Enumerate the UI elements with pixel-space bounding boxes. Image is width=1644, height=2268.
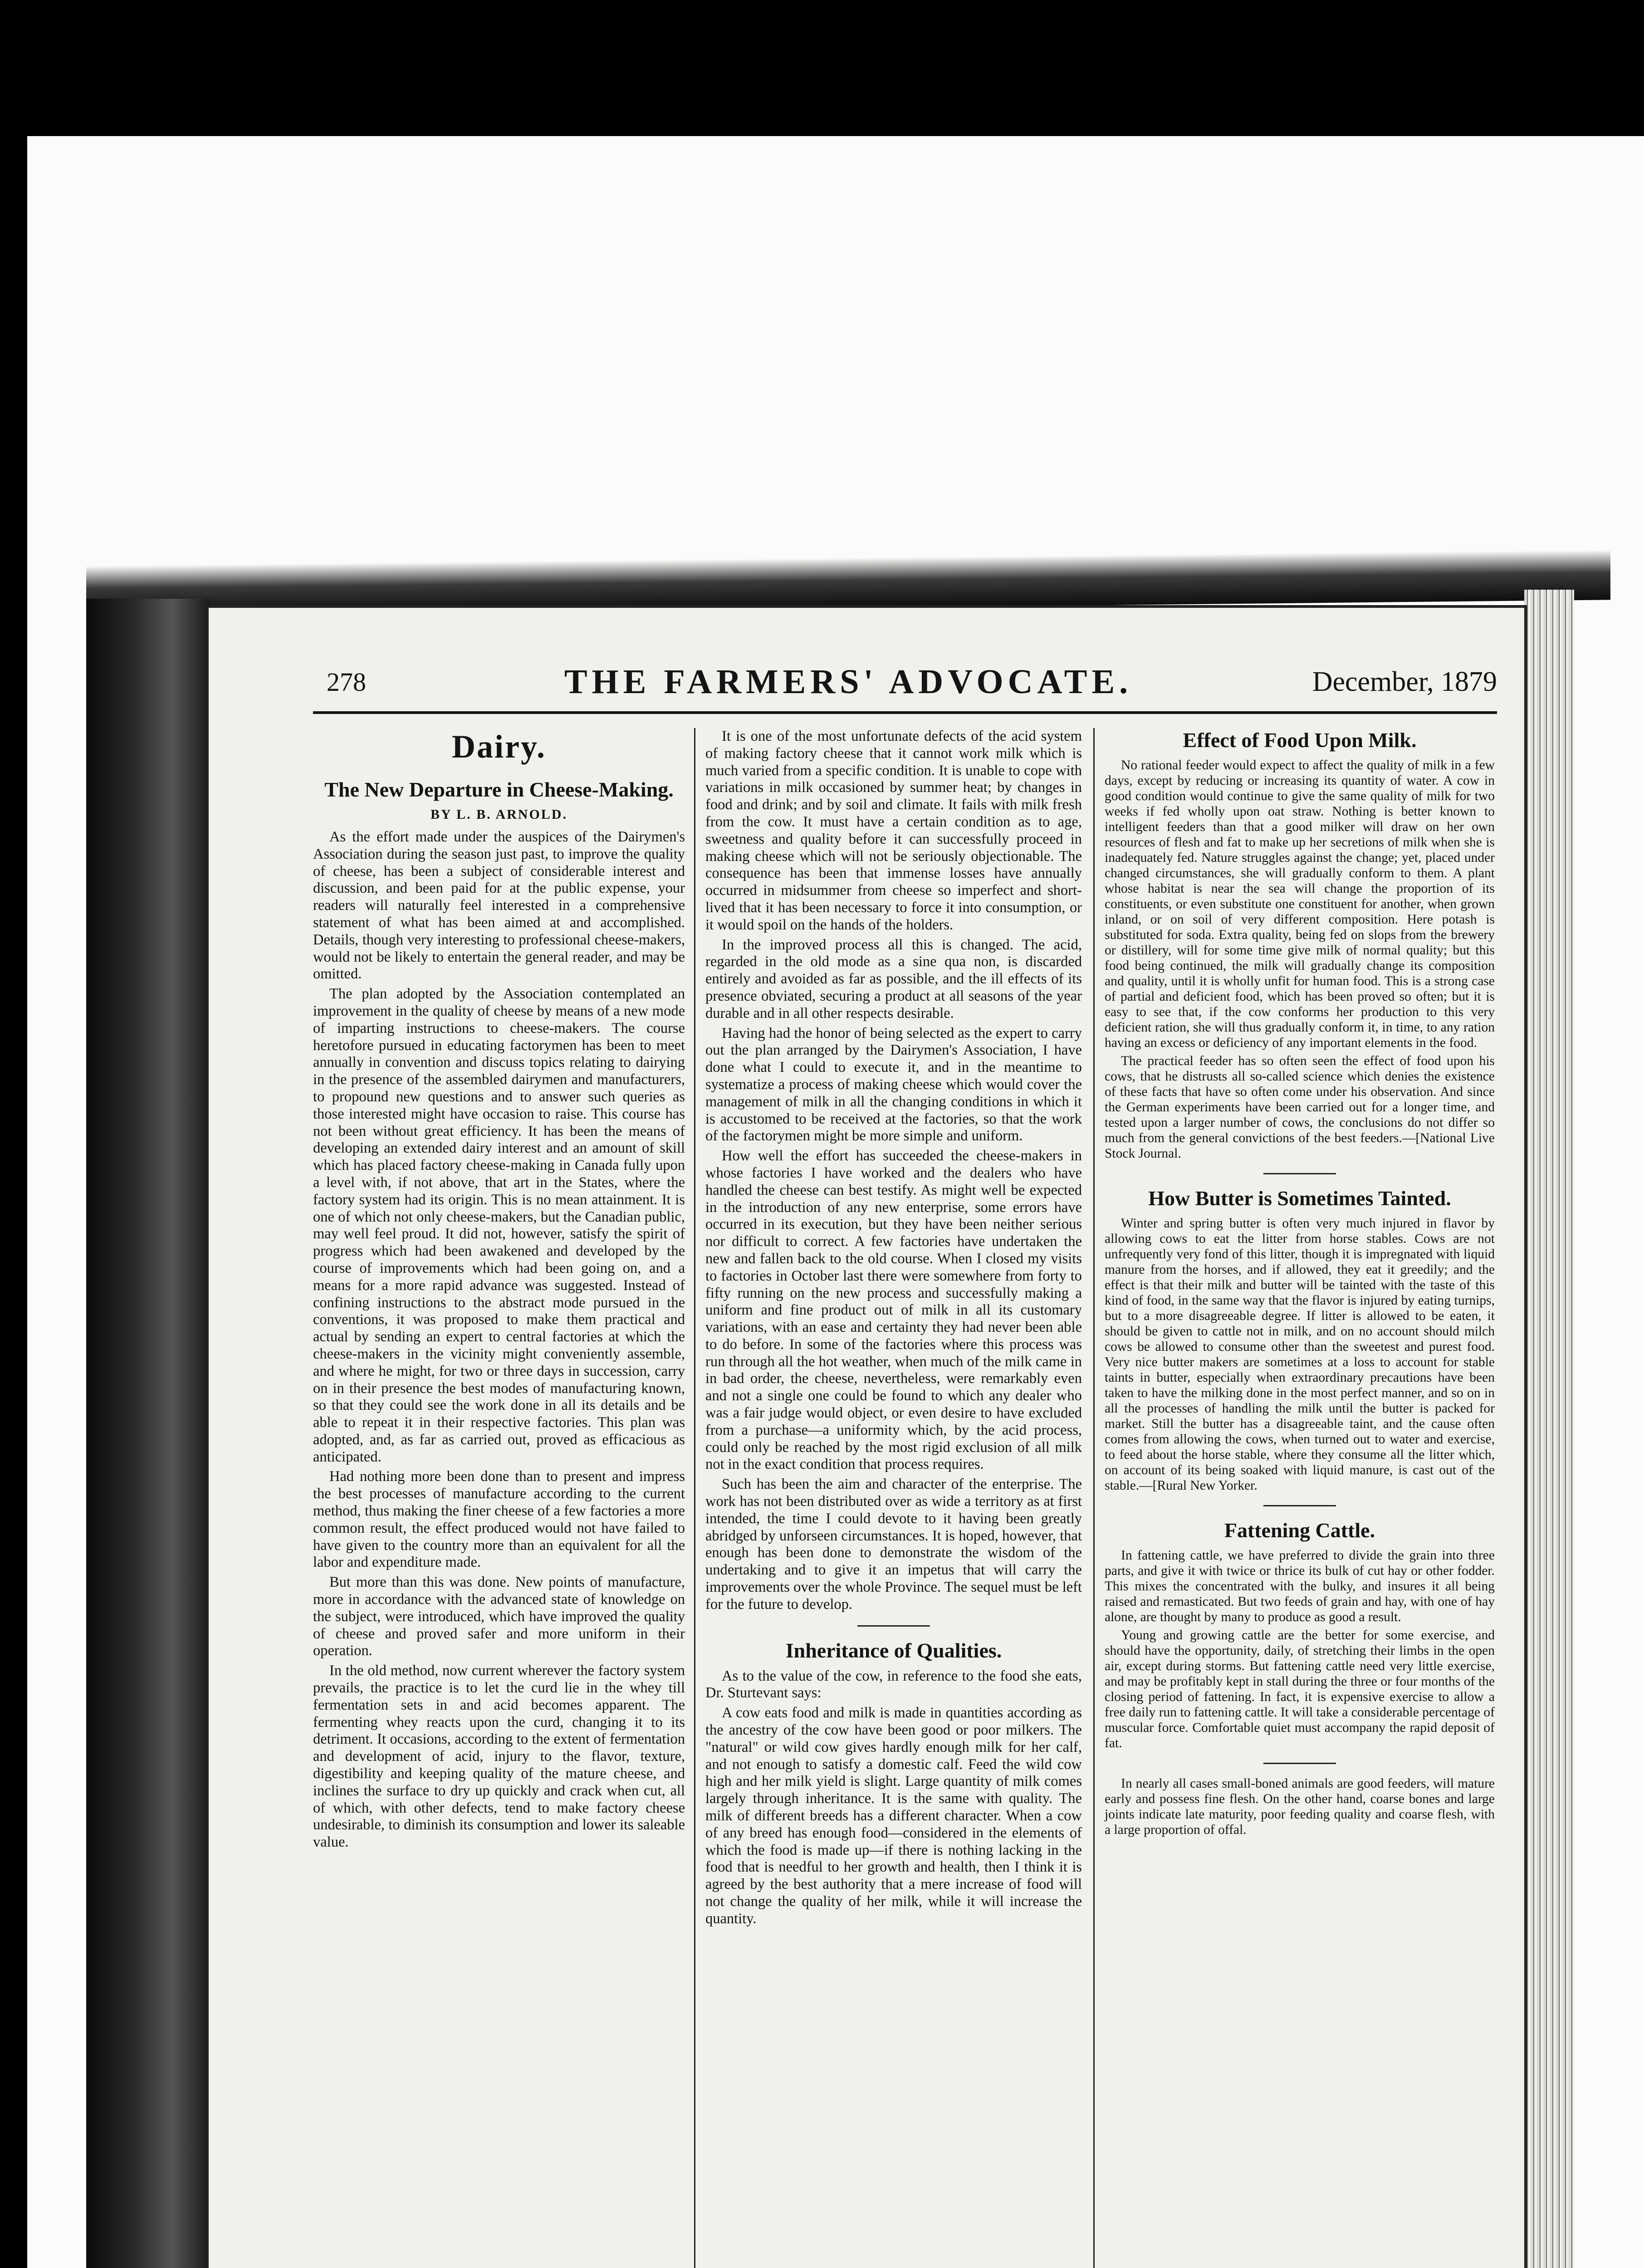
paragraph: A cow eats food and milk is made in quantities according as the ancestry of the cow have been good or poor milkers. The "natural" or wild cow gives hardly enough milk for her calf, and not enough to satisfy a domestic calf. Feed the wild cow high and her milk yield is slight. Large quantity of milk comes largely through inheritance. It is the same with quality. The milk of different breeds has a different character. When a cow of any breed has enough food—considered in the elements of which the food is made up—if there is nothing lacking in the food that is needful to her growth and health, then I think it is agreed by the best authority that a mere increase of food will not change the quality of her milk, while it will increase the quantity. <box>705 1705 1082 1927</box>
column-divider <box>694 728 695 2268</box>
masthead-rule <box>313 711 1497 714</box>
page-edges <box>1524 590 1574 2268</box>
article-title-food: Effect of Food Upon Milk. <box>1183 728 1417 752</box>
paragraph: The plan adopted by the Association contemplated an improvement in the quality of cheese by means of a new mode of imparting instructions to cheese-makers. The course heretofore pursued in educating factorymen has been to meet annually in convention and discuss topics relating to dairying in the presence of the assembled dairymen and manufacturers, to propound new questions and to answer such queries as those interested might have occasion to raise. This course has not been without great efficiency. It has been the means of developing an extended dairy interest and an amount of skill which has placed factory cheese-making in Canada fully upon a level with, if not above, that art in the States, where the factory system had its origin. This is no mean attainment. It is one of which not only cheese-makers, but the Canadian public, may well feel proud. It did not, however, satisfy the spirit of progress which had been awakened and developed by the course of improvements which had been going on, and a means for a more rapid advance was suggested. Instead of confining instructions to the abstract mode pursued in the conventions, it was proposed to make them practical and actual by sending an expert to central factories at which the cheese-makers in the vicinity might conveniently assemble, and where he might, for two or three days in succession, carry on in their presence the best modes of manufacturing known, so that they could see the work done in all its details and be able to repeat it in their respective factories. This plan was adopted, and, as far as carried out, proved as efficacious as anticipated. <box>313 986 685 1465</box>
paper-title: THE FARMERS' ADVOCATE. <box>564 663 1133 701</box>
article-body-inheritance <box>705 1668 1082 1928</box>
article-title-cattle: Fattening Cattle. <box>1224 1519 1375 1542</box>
article-title-cheese: The New Departure in Cheese-Making. <box>324 778 674 801</box>
paragraph: Young and growing cattle are the better for some exercise, and should have the opportunity, daily, of stretching their limbs in the open air, except during storms. But fattening cattle need very little exercise, and may be profitably kept in stall during the three or four months of the closing period of fattening. In fact, it is expensive exercise to allow a free daily run to fattening cattle. It will take a considerable percentage of muscular force. Comfortable quiet must accompany the rapid deposit of fat. <box>1105 1628 1495 1750</box>
paragraph: It is one of the most unfortunate defects of the acid system of making factory cheese that it cannot work milk which is much varied from a specific condition. It is unable to cope with variations in milk occasioned by summer heat; by changes in food and drink; and by soil and climate. It fails with milk fresh from the cow. It must have a certain condition as to age, sweetness and quality before it can successfully proceed in making cheese which will not be seriously objectionable. The consequence has been that immense losses have annually occurred in midsummer from cheese so imperfect and short-lived that it has been necessary to force it into consumption, or it would spoil on the hands of the holders. <box>705 728 1082 933</box>
book-binding-spine <box>86 599 209 2268</box>
paragraph: Such has been the aim and character of the enterprise. The work has not been distributed over as wide a territory as at first intended, the time I could devote to it having been greatly abridged by unforseen circumstances. It is hoped, however, that enough has been done to demonstrate the wisdom of the undertaking and to give it an impetus that will carry the improvements over the whole Province. The sequel must be left for the future to develop. <box>705 1476 1082 1613</box>
article-byline: BY L. B. ARNOLD. <box>431 807 568 822</box>
paragraph: Had nothing more been done than to present and impress the best processes of manufacture according to the current method, thus making the finer cheese of a few factories a more common result, the effect produced would not have failed to have given to the country more than an equivalent for all the labor and expenditure made. <box>313 1468 685 1571</box>
column-divider <box>1093 728 1095 2268</box>
issue-date: December, 1879 <box>1312 666 1497 697</box>
article-separator <box>1263 1173 1336 1174</box>
paragraph: In the old method, now current wherever the factory system prevails, the practice is to let the curd lie in the whey till fermentation sets in and acid becomes apparent. The fermenting whey reacts upon the curd, changing it to its detriment. It occasions, according to the extent of fermentation and development of acid, injury to the flavor, texture, digestibility and keeping quality of the mature cheese, and inclines the surface to dry up quickly and crack when cut, all of which, with other defects, tend to make factory cheese undesirable, to diminish its consumption and lower its saleable value. <box>313 1662 685 1851</box>
article-separator <box>857 1625 930 1627</box>
department-heading: Dairy. <box>452 728 546 765</box>
article-separator <box>1263 1763 1336 1764</box>
article-title-inheritance: Inheritance of Qualities. <box>785 1638 1002 1662</box>
paragraph: In the improved process all this is changed. The acid, regarded in the old mode as a sine qua non, is discarded entirely and avoided as far as possible, and the ill effects of its presence obviated, securing a product at all seasons of the year durable and in all other respects desirable. <box>705 936 1082 1022</box>
paragraph: As the effort made under the auspices of the Dairymen's Association during the season just past, to improve the quality of cheese, has been a subject of considerable interest and discussion, and been paid for at the public expense, your readers will naturally feel interested in a comprehensive statement of what has been aimed at and accomplished. Details, though very interesting to professional cheese-makers, would not be likely to entertain the general reader, and may be omitted. <box>313 829 685 982</box>
column-3 <box>1105 728 1495 1840</box>
column-1 <box>313 728 685 1854</box>
column-2 <box>705 728 1082 1931</box>
masthead <box>327 658 1497 708</box>
paragraph: Having had the honor of being selected as the expert to carry out the plan arranged by the Dairymen's Association, I have done what I could to execute it, and in the meantime to systematize a process of making cheese which would cover the management of milk in all the changing conditions in which it is accustomed to be received at the factories, so that the work of the factorymen might be more simple and uniform. <box>705 1025 1082 1144</box>
article-title-butter: How Butter is Sometimes Tainted. <box>1148 1187 1451 1210</box>
paragraph: In fattening cattle, we have preferred to divide the grain into three parts, and give it with twice or thrice its bulk of cut hay or other fodder. This mixes the concentrated with the bulky, and insures it all being raised and remasticated. But two feeds of grain and hay, with one of hay alone, are thought by many to produce as good a result. <box>1105 1548 1495 1624</box>
page-number: 278 <box>327 667 366 697</box>
paragraph: The practical feeder has so often seen the effect of food upon his cows, that he distrusts all so-called science which denies the existence of these facts that have so often come under his observation. And since the German experiments have been carried out for a longer time, and tested upon a larger number of cows, the conclusions do not differ so much from the general convictions of the best feeders.—[National Live Stock Journal. <box>1105 1054 1495 1161</box>
newspaper-page <box>209 608 1524 2268</box>
paragraph: As to the value of the cow, in reference to the food she eats, Dr. Sturtevant says: <box>705 1667 1082 1701</box>
paragraph: Winter and spring butter is often very much injured in flavor by allowing cows to eat the litter from horse stables. Cows are not unfrequently very fond of this litter, though it is impregnated with liquid manure from the horses, and if allowed, they eat it greedily; and the effect is that their milk and butter will be tainted with the taste of this kind of food, in the same way that the flavor is injured by eating turnips, but to a more disagreeable degree. If litter is allowed to be eaten, it should be given to cattle not in milk, and on no account should milch cows be allowed to consume other than the sweetest and purest food. Very nice butter makers are sometimes at a loss to account for stable taints in butter, especially when extraordinary precautions have been taken to have the milking done in the most perfect manner, and so on in all the processes of handling the milk until the butter is packed for market. Still the butter has a disagreeable taint, and the cause often comes from allowing the cows, when turned out to water and exercise, to feed about the horse stable, where they consume all the litter which, on account of its being soaked with liquid manure, is cast out of the stable.—[Rural New Yorker. <box>1105 1216 1495 1493</box>
paragraph: But more than this was done. New points of manufacture, more in accordance with the advanced state of knowledge on the subject, were introduced, which have improved the quality of cheese and proved safer and more uniform in their operation. <box>313 1574 685 1659</box>
paragraph: In nearly all cases small-boned animals are good feeders, will mature early and possess fine flesh. On the other hand, coarse bones and large joints indicate late maturity, poor feeding quality and coarse flesh, with a large proportion of offal. <box>1105 1776 1495 1837</box>
paragraph: No rational feeder would expect to affect the quality of milk in a few days, except by reducing or increasing its quantity of water. A cow in good condition would continue to give the same quality of milk for two weeks if fed wholly upon oat straw. Nothing is better known to intelligent feeders than that a good milker will draw on her own resources of flesh and fat to make up her secretions of milk when she is inadequately fed. Nature struggles against the change; yet, placed under changed circumstances, she will gradually conform to them. A plant whose habitat is near the sea will change the proportion of its constituents, or even substitute one constituent for another, when grown inland, or on soil of very different composition. Here potash is substituted for soda. Extra quality, being fed on slops from the brewery or distillery, will for some time give milk of normal quality; but this food being continued, the milk will gradually change its composition and quality, until it is wholly unfit for human food. This is a strong case of partial and deficient food, which has been proved so often; but it is easy to see that, if the cow conforms her production to this very deficient ration, she will thus gradually conform it, in time, to any ration having an excess or deficiency of any important elements in the food. <box>1105 758 1495 1050</box>
article-separator <box>1263 1505 1336 1506</box>
paragraph: How well the effort has succeeded the cheese-makers in whose factories I have worked and the dealers who have handled the cheese can best testify. As might well be expected in the introduction of any new enterprise, some errors have occurred in its execution, but they have been neither serious nor difficult to correct. A few factories have undertaken the new and fallen back to the old course. When I closed my visits to factories in October last there were somewhere from forty to fifty running on the new process and successfully making a uniform and fine product out of milk in all its customary variations, with an ease and certainty they had never been able to do before. In some of the factories where this process was run through all the hot weather, when much of the milk came in in bad order, the cheese, nevertheless, were remarkably even and not a single one could be found to which any dealer who was a fair judge would object, or even desire to have excluded from a purchase—a uniformity which, by the acid process, could only be reached by the most rigid exclusion of all milk not in the exact condition that process requires. <box>705 1148 1082 1473</box>
